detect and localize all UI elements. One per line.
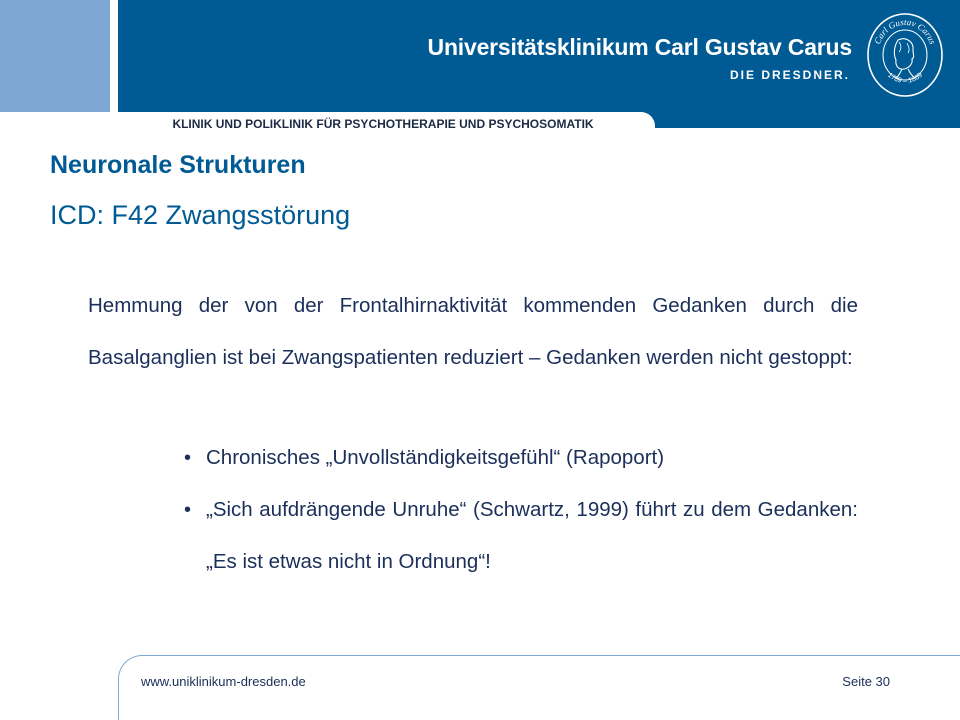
clinic-label: KLINIK UND POLIKLINIK FÜR PSYCHOTHERAPIE UND PSYCHOSOMATIK [172, 117, 594, 131]
bullet-text: „Sich aufdrängende Unruhe“ (Schwartz, 1999) führt zu dem Gedanken: „Es ist etwas nicht in Ordnung“! [206, 498, 858, 573]
svg-text:Carl Gustav Carus [872, 17, 938, 46]
header-white-base-foot [655, 128, 960, 132]
page-number: Seite 30 [842, 674, 890, 689]
body-paragraph: Hemmung der von der Frontalhirnaktivität kommenden Gedanken durch die Basalganglien ist bei Zwangspatienten reduziert – Gedanken werden nicht gestoppt: [88, 294, 858, 369]
seal-years-text: 1789 – 1869 [886, 71, 924, 85]
bullet-text: Chronisches „Unvollständigkeitsgefühl“ (Rapoport) [206, 446, 665, 469]
bullet-item [180, 432, 858, 484]
brand-tagline: DIE DRESDNER. [729, 68, 850, 82]
bullet-dot-icon: • [184, 447, 192, 469]
header-accent-square [0, 0, 110, 112]
bullet-dot-icon: • [184, 499, 192, 521]
seal-name-text: Carl Gustav Carus [872, 16, 938, 46]
footer-url: www.uniklinikum-dresden.de [141, 674, 306, 689]
header-divider [110, 0, 118, 114]
slide-title: Neuronale Strukturen [50, 151, 306, 179]
bullet-item [180, 484, 858, 588]
svg-text:1789 – 1869 [886, 72, 924, 85]
bullet-list [180, 432, 858, 588]
brand-name: Universitätsklinikum Carl Gustav Carus [427, 34, 852, 60]
slide-subtitle: ICD: F42 Zwangsstörung [50, 200, 351, 230]
carus-seal-logo [866, 12, 944, 98]
